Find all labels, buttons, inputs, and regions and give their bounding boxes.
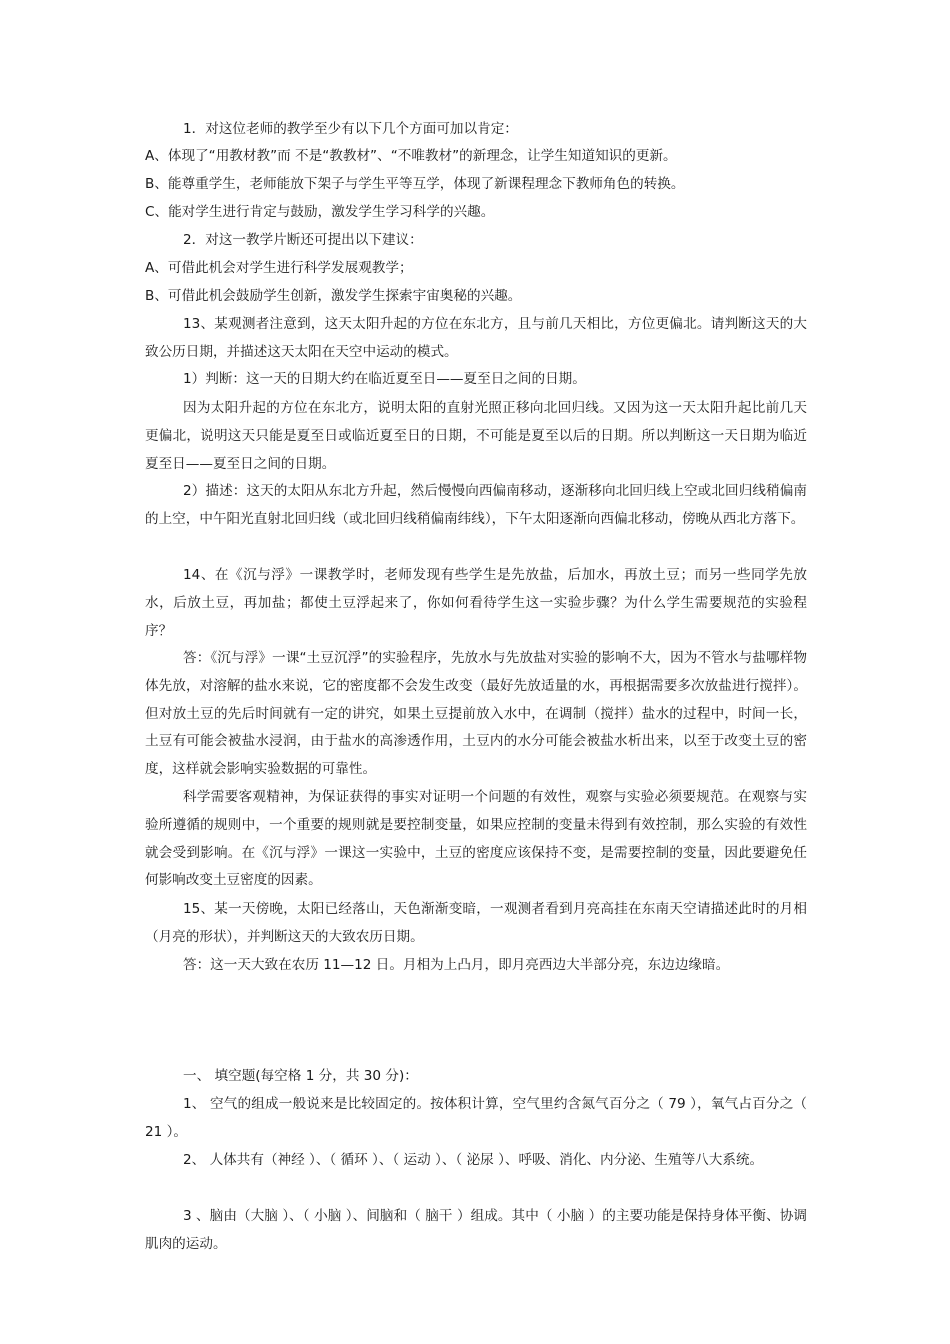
paragraph: 2．对这一教学片断还可提出以下建议： — [183, 232, 423, 248]
fill-blank-1: 1、 空气的组成一般说来是比较固定的。按体积计算，空气里约含氮气百分之（ 79 ），氧气占百分之（ 21 ）。 — [145, 1096, 807, 1140]
fill-blank-3: 3 、脑由（大脑 ）、（ 小脑 ）、间脑和（ 脑干 ）组成。其中（ 小脑 ）的主要功能是保持身体平衡、协调肌肉的运动。 — [145, 1208, 807, 1252]
paragraph: 因为太阳升起的方位在东北方，说明太阳的直射光照正移向北回归线。又因为这一天太阳升起比前几天更偏北，说明这天只能是夏至日或临近夏至日的日期，不可能是夏至以后的日期。所以判断这一天日期为临近夏至日——夏至日之间的日期。 — [145, 400, 807, 472]
question-13: 13、某观测者注意到，这天太阳升起的方位在东北方，且与前几天相比，方位更偏北。请判断这天的大致公历日期，并描述这天太阳在天空中运动的模式。 — [145, 316, 807, 360]
paragraph: 1．对这位老师的教学至少有以下几个方面可加以肯定： — [183, 121, 518, 137]
paragraph: 科学需要客观精神，为保证获得的事实对证明一个问题的有效性，观察与实验必须要规范。在观察与实验所遵循的规则中，一个重要的规则就是要控制变量，如果应控制的变量未得到有效控制，那么实验的有效性就会受到影响。在《沉与浮》一课这一实验中，土豆的密度应该保持不变，是需要控制的变量，因此要避免任何影响改变土豆密度的因素。 — [145, 789, 807, 889]
fill-blank-2: 2、 人体共有（神经 ）、（ 循环 ）、（ 运动 ）、（ 泌尿 ）、呼吸、消化、内分泌、生殖等八大系统。 — [183, 1152, 764, 1168]
answer-15: 答：这一天大致在农历 11—12 日。月相为上凸月，即月亮西边大半部分亮，东边边缘暗。 — [183, 957, 730, 973]
section-heading: 一、 填空题(每空格 1 分，共 30 分)： — [183, 1068, 418, 1084]
paragraph: 2）描述：这天的太阳从东北方升起，然后慢慢向西偏南移动，逐渐移向北回归线上空或北回归线稍偏南的上空，中午阳光直射北回归线（或北回归线稍偏南纬线），下午太阳逐渐向西偏北移动，傍晚从西北方落下。 — [145, 483, 807, 527]
question-15: 15、某一天傍晚，太阳已经落山，天色渐渐变暗，一观测者看到月亮高挂在东南天空请描述此时的月相（月亮的形状），并判断这天的大致农历日期。 — [145, 901, 807, 945]
answer-14: 答：《沉与浮》一课“土豆沉浮”的实验程序，先放水与先放盐对实验的影响不大，因为不管水与盐哪样物体先放，对溶解的盐水来说，它的密度都不会发生改变（最好先放适量的水，再根据需要多次放盐进行搅拌）。但对放土豆的先后时间就有一定的讲究，如果土豆提前放入水中，在调制（搅拌）盐水的过程中，时间一长，土豆有可能会被盐水浸润，由于盐水的高渗透作用，土豆内的水分可能会被盐水析出来，以至于改变土豆的密度，这样就会影响实验数据的可靠性。 — [145, 650, 807, 778]
paragraph: B、能尊重学生，老师能放下架子与学生平等互学，体现了新课程理念下教师角色的转换。 — [145, 176, 685, 192]
paragraph: 1）判断：这一天的日期大约在临近夏至日——夏至日之间的日期。 — [183, 371, 586, 387]
paragraph: C、能对学生进行肯定与鼓励，激发学生学习科学的兴趣。 — [145, 204, 495, 220]
paragraph: A、可借此机会对学生进行科学发展观教学； — [145, 260, 413, 276]
paragraph: A、体现了“用教材教”而 不是“教教材”、“不唯教材”的新理念，让学生知道知识的更新。 — [145, 148, 677, 164]
question-14: 14、在《沉与浮》一课教学时，老师发现有些学生是先放盐，后加水，再放土豆；而另一些同学先放水，后放土豆，再加盐；都使土豆浮起来了，你如何看待学生这一实验步骤？为什么学生需要规范的实验程序？ — [145, 567, 807, 639]
paragraph: B、可借此机会鼓励学生创新，激发学生探索宇宙奥秘的兴趣。 — [145, 288, 522, 304]
